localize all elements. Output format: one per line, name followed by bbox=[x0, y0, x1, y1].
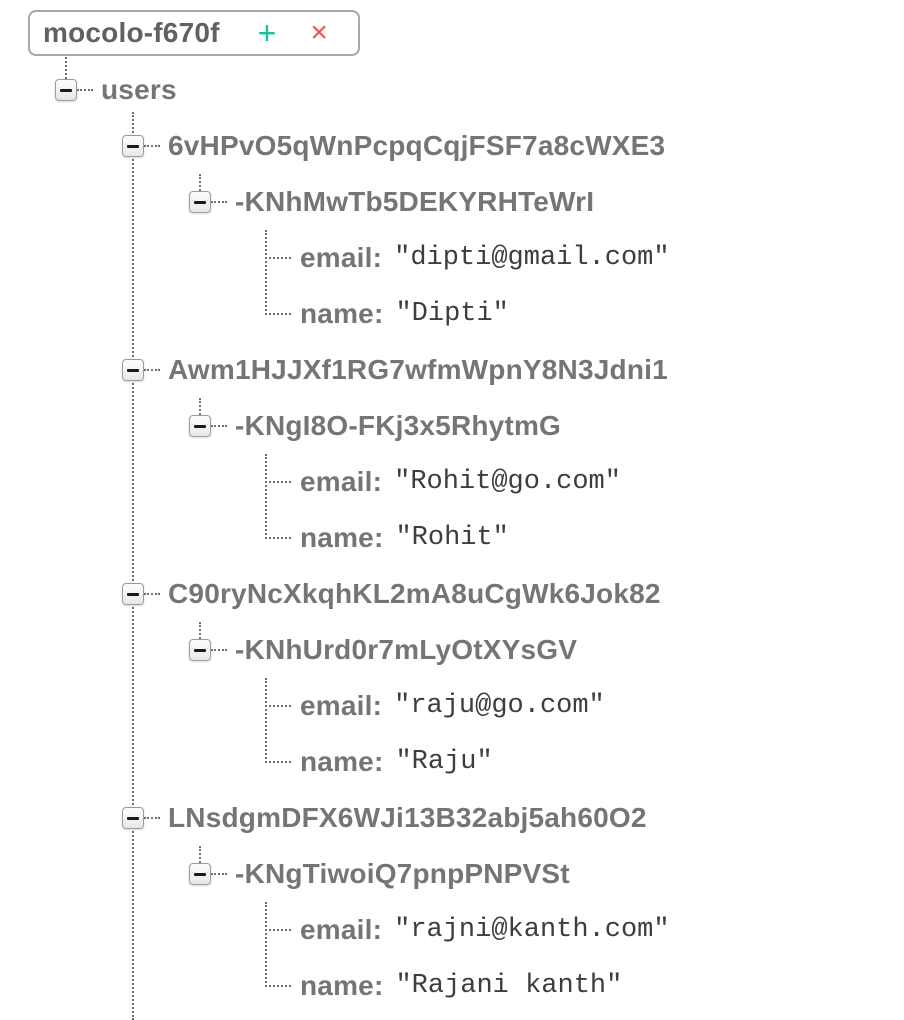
collapse-toggle-icon[interactable] bbox=[122, 583, 144, 605]
tree-node-user bbox=[122, 342, 668, 398]
database-name: mocolo-f670f bbox=[43, 17, 220, 48]
tree-connector bbox=[265, 481, 291, 483]
node-key-label[interactable]: users bbox=[101, 74, 177, 105]
field-value-text[interactable]: "raju@go.com" bbox=[394, 691, 605, 721]
collapse-toggle-icon[interactable] bbox=[122, 359, 144, 381]
field-key-label[interactable]: email: bbox=[300, 466, 383, 497]
tree-node-user bbox=[122, 566, 661, 622]
tree-connector bbox=[265, 985, 291, 987]
collapse-toggle-icon[interactable] bbox=[122, 135, 144, 157]
collapse-toggle-icon[interactable] bbox=[189, 415, 211, 437]
tree-leaf-field bbox=[300, 678, 605, 734]
field-key-label[interactable]: email: bbox=[300, 690, 383, 721]
minus-icon bbox=[127, 593, 139, 596]
field-value-text[interactable]: "Dipti" bbox=[395, 299, 509, 329]
tree-connector bbox=[265, 257, 291, 259]
tree-connector bbox=[211, 201, 227, 203]
minus-icon bbox=[127, 145, 139, 148]
field-key-label[interactable]: email: bbox=[300, 242, 383, 273]
tree-leaf-field bbox=[300, 454, 621, 510]
tree-connector bbox=[77, 89, 93, 91]
field-value-text[interactable]: "dipti@gmail.com" bbox=[394, 243, 670, 273]
node-key-label[interactable]: LNsdgmDFX6WJi13B32abj5ah60O2 bbox=[168, 802, 647, 833]
minus-icon bbox=[127, 817, 139, 820]
minus-icon bbox=[194, 201, 206, 204]
tree-connector bbox=[265, 230, 267, 315]
tree-connector bbox=[144, 369, 160, 371]
node-key-label[interactable]: -KNhUrd0r7mLyOtXYsGV bbox=[235, 634, 578, 665]
database-node-editor bbox=[28, 10, 360, 56]
node-key-label[interactable]: -KNgTiwoiQ7pnpPNPVSt bbox=[235, 858, 570, 889]
tree-leaf-field bbox=[300, 902, 670, 958]
tree-connector bbox=[144, 593, 160, 595]
minus-icon bbox=[194, 425, 206, 428]
node-key-label[interactable]: 6vHPvO5qWnPcpqCqjFSF7a8cWXE3 bbox=[168, 130, 666, 161]
tree-node-record bbox=[189, 622, 577, 678]
tree-connector bbox=[265, 537, 291, 539]
collapse-toggle-icon[interactable] bbox=[55, 79, 77, 101]
tree-node-user bbox=[122, 118, 665, 174]
tree-leaf-field bbox=[300, 286, 509, 342]
field-value-text[interactable]: "rajni@kanth.com" bbox=[394, 915, 670, 945]
add-child-button[interactable]: + bbox=[257, 15, 277, 51]
field-key-label[interactable]: name: bbox=[300, 970, 384, 1001]
tree-connector bbox=[265, 705, 291, 707]
tree-node-record bbox=[189, 846, 570, 902]
minus-icon bbox=[194, 873, 206, 876]
field-key-label[interactable]: name: bbox=[300, 522, 384, 553]
minus-icon bbox=[127, 369, 139, 372]
tree-leaf-field bbox=[300, 510, 509, 566]
field-value-text[interactable]: "Rohit@go.com" bbox=[394, 467, 621, 497]
field-value-text[interactable]: "Rajani kanth" bbox=[395, 971, 623, 1001]
tree-connector bbox=[265, 678, 267, 763]
field-key-label[interactable]: email: bbox=[300, 914, 383, 945]
field-key-label[interactable]: name: bbox=[300, 298, 384, 329]
node-key-label[interactable]: C90ryNcXkqhKL2mA8uCgWk6Jok82 bbox=[168, 578, 661, 609]
tree-connector bbox=[211, 425, 227, 427]
minus-icon bbox=[60, 89, 72, 92]
node-key-label[interactable]: -KNhMwTb5DEKYRHTeWrI bbox=[235, 186, 595, 217]
field-key-label[interactable]: name: bbox=[300, 746, 384, 777]
tree-connector bbox=[211, 873, 227, 875]
tree-leaf-field bbox=[300, 230, 670, 286]
tree-node-record bbox=[189, 174, 594, 230]
tree-connector bbox=[211, 649, 227, 651]
field-value-text[interactable]: "Raju" bbox=[395, 747, 493, 777]
tree-connector bbox=[265, 454, 267, 539]
field-value-text[interactable]: "Rohit" bbox=[395, 523, 509, 553]
tree-connector bbox=[265, 929, 291, 931]
collapse-toggle-icon[interactable] bbox=[189, 863, 211, 885]
collapse-toggle-icon[interactable] bbox=[189, 191, 211, 213]
close-node-button[interactable]: × bbox=[310, 16, 328, 49]
tree-node-user bbox=[122, 790, 647, 846]
tree-leaf-field bbox=[300, 734, 493, 790]
tree-node-record bbox=[189, 398, 561, 454]
tree-connector bbox=[265, 313, 291, 315]
node-key-label[interactable]: -KNgI8O-FKj3x5RhytmG bbox=[235, 410, 562, 441]
tree-connector bbox=[144, 145, 160, 147]
collapse-toggle-icon[interactable] bbox=[189, 639, 211, 661]
node-key-label[interactable]: Awm1HJJXf1RG7wfmWpnY8N3Jdni1 bbox=[168, 354, 668, 385]
tree-connector bbox=[265, 902, 267, 987]
tree-connector bbox=[265, 761, 291, 763]
tree-connector bbox=[144, 817, 160, 819]
tree-node-users bbox=[55, 62, 177, 118]
tree-leaf-field bbox=[300, 958, 622, 1014]
minus-icon bbox=[194, 649, 206, 652]
collapse-toggle-icon[interactable] bbox=[122, 807, 144, 829]
